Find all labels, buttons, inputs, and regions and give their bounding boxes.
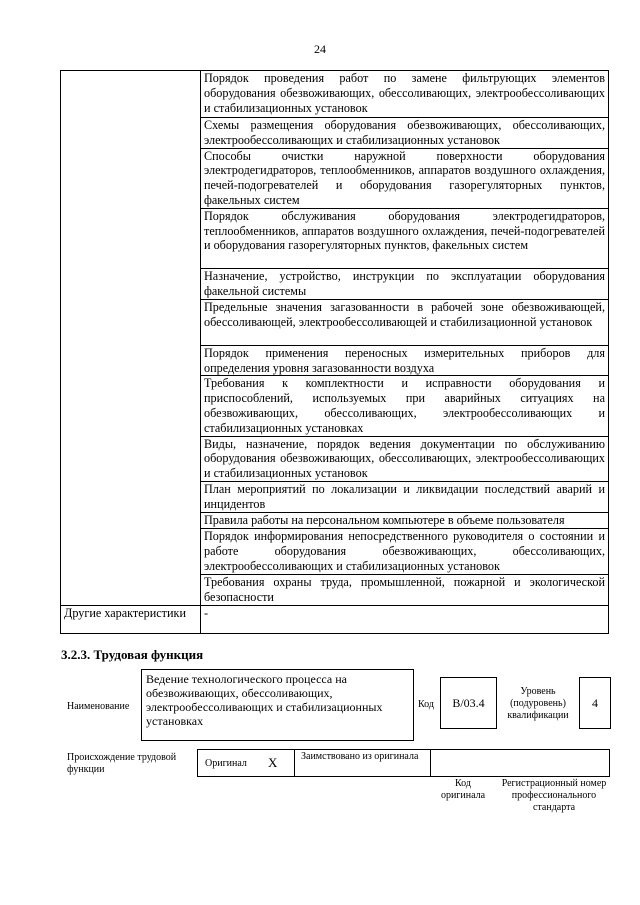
section-heading: 3.2.3. Трудовая функция [61, 647, 204, 662]
level-box [579, 677, 611, 729]
table-left-empty-cell [61, 71, 201, 606]
other-characteristics-label: Другие характеристики [61, 605, 201, 633]
original-code-label: Код оригинала [440, 778, 486, 801]
table-row: Порядок информирования непосредственного руководителя о состоянии и работе оборудования обезвоживающих, обессоливающих, электрообессоливающих и стабилизационных установок [201, 528, 609, 574]
borrowed-label: Заимствовано из оригинала [301, 751, 419, 762]
other-characteristics-value: - [201, 605, 609, 633]
table-row: Требования охраны труда, промышленной, пожарной и экологической безопасности [201, 574, 609, 605]
table-row: Способы очистки наружной поверхности оборудования электродегидраторов, теплообменников, аппаратов воздушного охлаждения, печей-подогревателей и оборудования газорегуляторных пунктов, факельных систем [201, 148, 609, 208]
name-label: Наименование [67, 701, 130, 712]
original-mark: X [268, 755, 278, 770]
registration-number-label: Регистрационный номер профессионального стандарта [501, 778, 607, 813]
table-row: Предельные значения загазованности в рабочей зоне обезвоживающей, обессоливающей, электрообессоливающей и стабилизационной установок [201, 299, 609, 345]
origin-divider-2 [430, 749, 431, 776]
code-value: B/03.4 [452, 696, 485, 710]
table-row: Порядок применения переносных измерительных приборов для определения уровня загазованности воздуха [201, 345, 609, 376]
name-box [141, 669, 414, 741]
table-row: Правила работы на персональном компьютере в объеме пользователя [201, 512, 609, 528]
code-box [440, 677, 497, 729]
code-label: Код [418, 699, 434, 710]
table-row: Виды, назначение, порядок ведения документации по обслуживанию оборудования обезвоживающих, обессоливающих, электрообессоливающих и стабилизационных установок [201, 436, 609, 481]
page-number: 24 [314, 42, 326, 56]
knowledge-table [60, 70, 609, 634]
table-row: План мероприятий по локализации и ликвидации последствий аварий и инцидентов [201, 481, 609, 512]
table-row: Порядок обслуживания оборудования электродегидраторов, теплообменников, аппаратов воздушного охлаждения, печей-подогревателей и оборудования газорегуляторных пунктов, факельных систем [201, 208, 609, 268]
table-row: Назначение, устройство, инструкции по эксплуатации оборудования факельной системы [201, 268, 609, 299]
origin-divider-1 [294, 749, 295, 776]
table-row: Схемы размещения оборудования обезвоживающих, обессоливающих, электрообессоливающих и стабилизационных установок [201, 118, 609, 149]
table-row: Требования к комплектности и исправности оборудования и приспособлений, используемых при аварийных ситуациях на обезвоживающих, обессоливающих, электрообессоливающих и стабилизационных установках [201, 376, 609, 436]
level-label: Уровень (подуровень) квалификации [507, 686, 569, 721]
table-row: Порядок проведения работ по замене фильтрующих элементов оборудования обезвоживающих, обессоливающих, электрообессоливающих и стабилизационных установок [201, 71, 609, 118]
level-value: 4 [592, 696, 598, 710]
origin-label: Происхождение трудовой функции [67, 752, 177, 775]
original-label: Оригинал [205, 758, 247, 769]
name-value: Ведение технологического процесса на обезвоживающих, обессоливающих, электрообессоливающих и стабилизационных установках [146, 672, 383, 728]
